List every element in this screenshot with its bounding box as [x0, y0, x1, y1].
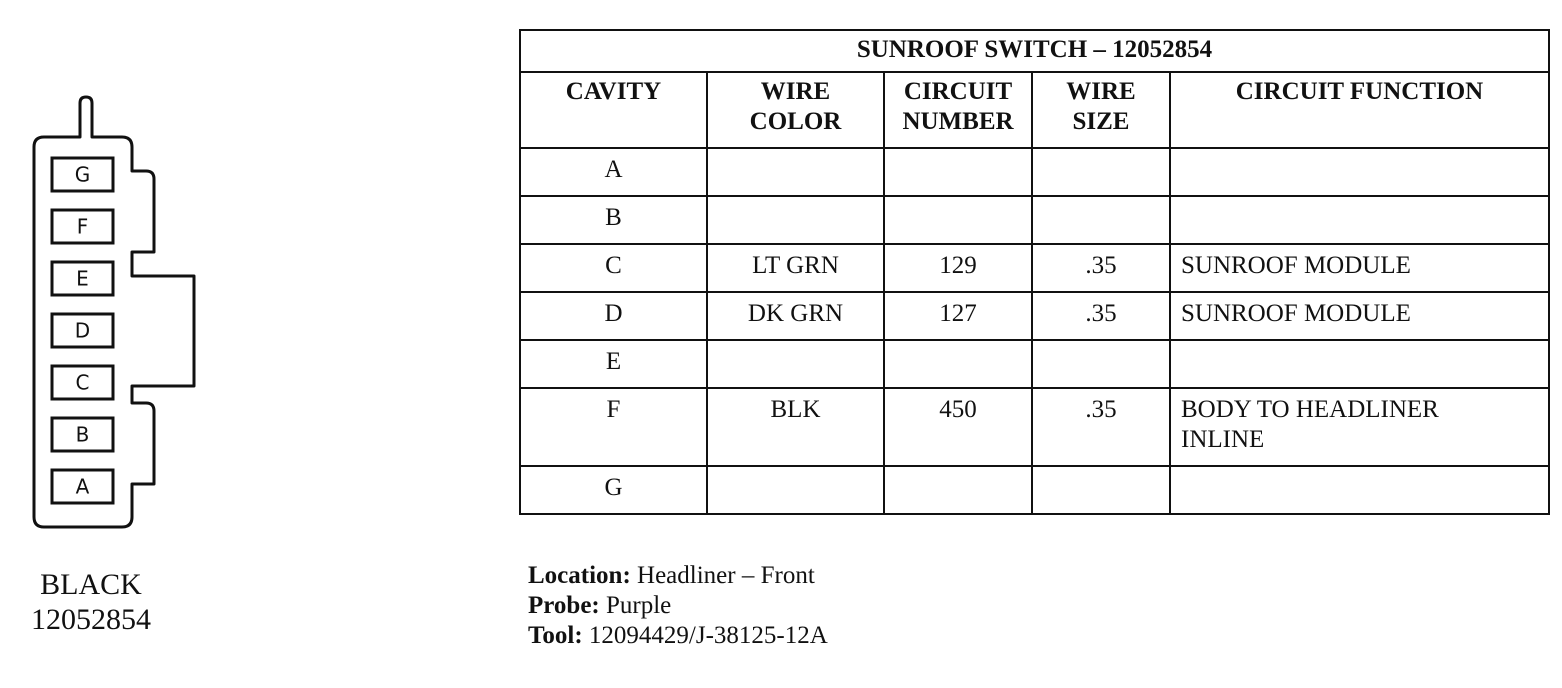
location-line	[528, 561, 828, 591]
cell-wire-color	[707, 148, 884, 196]
cell-circuit-function	[1170, 340, 1549, 388]
cell-wire-color: BLK	[707, 388, 884, 466]
connector-info	[528, 561, 828, 651]
table-row	[520, 340, 1549, 388]
connector-color-label: BLACK	[40, 568, 142, 601]
cell-cavity: B	[520, 196, 707, 244]
cell-circuit-function-line2: INLINE	[1181, 426, 1265, 453]
cell-circuit-function-line1: BODY TO HEADLINER	[1181, 396, 1439, 423]
pinout-table	[519, 29, 1550, 515]
cell-cavity: F	[520, 388, 707, 466]
table-row	[520, 388, 1549, 466]
header-wire-color-line1: WIRE	[760, 78, 831, 105]
cell-cavity: E	[520, 340, 707, 388]
header-wire-color-line2: COLOR	[749, 108, 842, 135]
cell-wire-color	[707, 196, 884, 244]
cell-wire-size	[1032, 466, 1170, 514]
cell-circuit-number	[884, 196, 1032, 244]
tool-value: 12094429/J-38125-12A	[588, 622, 828, 649]
probe-value: Purple	[606, 592, 672, 619]
cell-cavity: G	[520, 466, 707, 514]
cell-wire-size: .35	[1032, 244, 1170, 292]
pin-cavity-label: E	[76, 266, 89, 291]
header-wire-color	[707, 72, 884, 148]
pin-cavities	[52, 158, 113, 503]
cell-wire-color: DK GRN	[707, 292, 884, 340]
cell-circuit-function	[1170, 388, 1549, 466]
cell-circuit-function	[1170, 244, 1549, 292]
cell-wire-size	[1032, 196, 1170, 244]
connector-diagram	[0, 0, 220, 540]
tool-label: Tool:	[528, 622, 583, 649]
cell-circuit-function-line1: SUNROOF MODULE	[1181, 252, 1411, 279]
header-cavity: CAVITY	[520, 72, 707, 148]
header-circuit-number	[884, 72, 1032, 148]
cell-circuit-number: 129	[884, 244, 1032, 292]
cell-circuit-function	[1170, 466, 1549, 514]
table-row	[520, 292, 1549, 340]
cell-circuit-number	[884, 466, 1032, 514]
cell-wire-size: .35	[1032, 292, 1170, 340]
pin-cavity-label: G	[74, 162, 91, 187]
cell-circuit-number	[884, 148, 1032, 196]
cell-wire-color	[707, 466, 884, 514]
table-row	[520, 148, 1549, 196]
cell-circuit-function	[1170, 148, 1549, 196]
cell-circuit-function	[1170, 292, 1549, 340]
probe-label: Probe:	[528, 592, 600, 619]
table-row	[520, 244, 1549, 292]
header-circuit-number-line1: CIRCUIT	[903, 78, 1013, 105]
cell-wire-size: .35	[1032, 388, 1170, 466]
probe-line	[528, 591, 828, 621]
cell-circuit-number: 450	[884, 388, 1032, 466]
cell-cavity: C	[520, 244, 707, 292]
pin-cavity-label: F	[76, 214, 89, 239]
location-value: Headliner – Front	[637, 562, 815, 589]
location-label: Location:	[528, 562, 631, 589]
cell-wire-color: LT GRN	[707, 244, 884, 292]
cell-cavity: A	[520, 148, 707, 196]
pin-cavity-label: D	[74, 318, 91, 343]
header-circuit-function: CIRCUIT FUNCTION	[1170, 72, 1549, 148]
pin-cavity-label: B	[75, 422, 90, 447]
table-title: SUNROOF SWITCH – 12052854	[520, 30, 1549, 72]
header-circuit-number-line2: NUMBER	[902, 108, 1014, 135]
table-row	[520, 466, 1549, 514]
table-row	[520, 196, 1549, 244]
cell-wire-color	[707, 340, 884, 388]
header-wire-size-line1: WIRE	[1066, 78, 1136, 105]
cell-circuit-number: 127	[884, 292, 1032, 340]
header-wire-size	[1032, 72, 1170, 148]
cell-cavity: D	[520, 292, 707, 340]
pin-cavity-label: A	[75, 474, 90, 499]
connector-part-number: 12052854	[31, 603, 151, 636]
header-wire-size-line2: SIZE	[1072, 108, 1130, 135]
tool-line	[528, 621, 828, 651]
pin-cavity-label: C	[75, 370, 90, 395]
cell-circuit-number	[884, 340, 1032, 388]
cell-wire-size	[1032, 340, 1170, 388]
cell-circuit-function	[1170, 196, 1549, 244]
cell-wire-size	[1032, 148, 1170, 196]
cell-circuit-function-line1: SUNROOF MODULE	[1181, 300, 1411, 327]
